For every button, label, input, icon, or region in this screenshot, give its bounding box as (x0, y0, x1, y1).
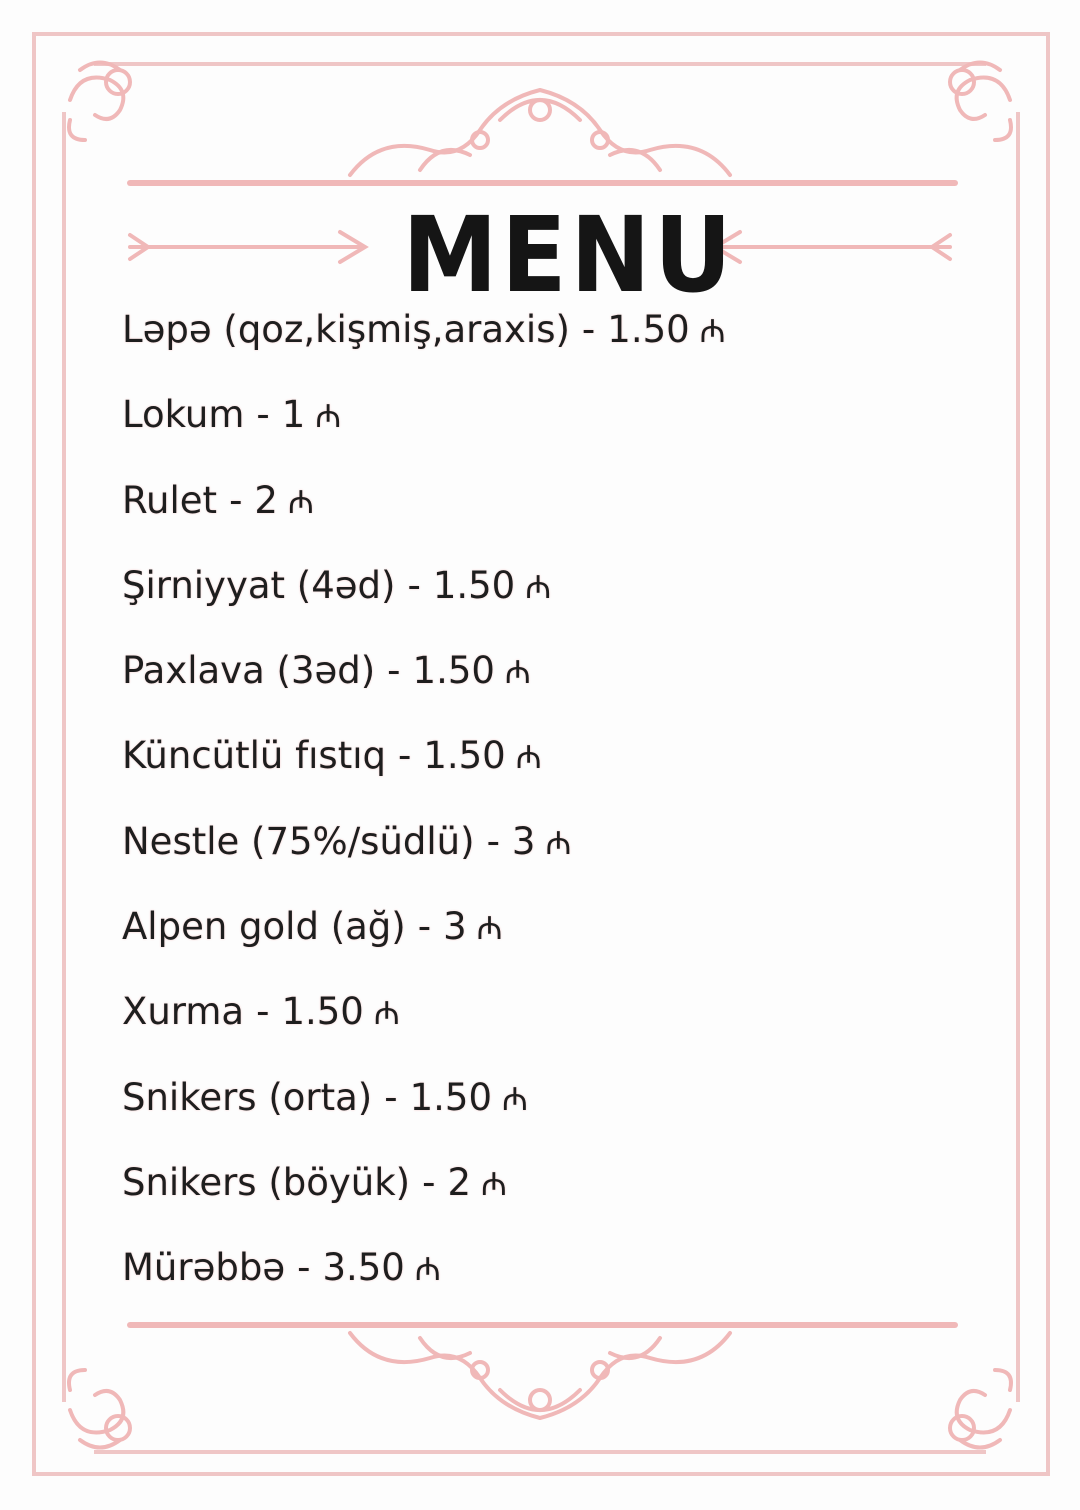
menu-item: Snikers (orta) - 1.50 ₼ (122, 1075, 528, 1119)
item-price: 1.50 (432, 563, 516, 607)
manat-icon: ₼ (525, 567, 552, 606)
right-arrow-ornament-icon (715, 232, 950, 262)
item-price: 3 (511, 819, 536, 863)
item-name: Snikers (böyük) (122, 1160, 411, 1204)
corner-ornament-bottom-right-icon (950, 1370, 1011, 1448)
corner-ornament-bottom-left-icon (69, 1370, 130, 1448)
item-name: Rulet (122, 478, 218, 522)
item-name: Lokum (122, 393, 245, 437)
menu-item: Snikers (böyük) - 2 ₼ (122, 1160, 507, 1204)
item-name: Mürəbbə (122, 1246, 286, 1290)
manat-icon: ₼ (476, 909, 503, 948)
item-name: Paxlava (3əd) (122, 649, 376, 693)
corner-ornament-top-left-icon (69, 63, 130, 141)
menu-item: Şirniyyat (4əd) - 1.50 ₼ (122, 563, 552, 607)
item-price: 3.50 (322, 1246, 405, 1290)
item-name: Küncütlü fıstıq (122, 734, 386, 778)
item-price: 2 (447, 1160, 472, 1204)
manat-icon: ₼ (504, 653, 531, 692)
bottom-scroll-ornament-icon (130, 1325, 955, 1418)
item-price: 1.50 (423, 734, 506, 778)
item-price: 1.50 (281, 990, 364, 1034)
manat-icon: ₼ (502, 1079, 528, 1118)
top-scroll-ornament-icon (130, 90, 955, 183)
left-arrow-ornament-icon (130, 232, 365, 262)
item-price: 1.50 (412, 649, 495, 693)
menu-item: Rulet - 2 ₼ (122, 478, 314, 522)
manat-icon: ₼ (373, 994, 400, 1033)
menu-item: Paxlava (3əd) - 1.50 ₼ (122, 649, 531, 693)
menu-list (122, 300, 942, 1324)
item-name: Nestle (75%/südlü) (122, 819, 475, 863)
menu-item: Ləpə (qoz,kişmiş,araxis) - 1.50 ₼ (122, 308, 726, 351)
menu-item: Küncütlü fıstıq - 1.50 ₼ (122, 734, 542, 778)
manat-icon: ₼ (315, 397, 342, 436)
manat-icon: ₼ (515, 738, 542, 777)
item-price: 2 (254, 478, 278, 522)
menu-item: Alpen gold (ağ) - 3 ₼ (122, 905, 503, 949)
item-price: 1.50 (409, 1075, 492, 1119)
item-name: Ləpə (qoz,kişmiş,araxis) (122, 308, 570, 351)
menu-title: MENU (402, 194, 736, 316)
manat-icon: ₼ (287, 482, 314, 521)
menu-item: Lokum - 1 ₼ (122, 393, 342, 437)
item-price: 3 (443, 905, 467, 949)
item-price: 1.50 (607, 308, 690, 351)
menu-item: Nestle (75%/südlü) - 3 ₼ (122, 819, 572, 863)
item-name: Xurma (122, 990, 245, 1034)
manat-icon: ₼ (545, 823, 572, 862)
item-name: Şirniyyat (4əd) (122, 563, 396, 607)
menu-item: Xurma - 1.50 ₼ (122, 990, 400, 1034)
item-name: Alpen gold (ağ) (122, 905, 406, 949)
manat-icon: ₼ (414, 1250, 441, 1289)
item-name: Snikers (orta) (122, 1075, 373, 1119)
menu-item: Mürəbbə - 3.50 ₼ (122, 1246, 441, 1290)
item-price: 1 (281, 393, 306, 437)
corner-ornament-top-right-icon (950, 63, 1011, 141)
manat-icon: ₼ (699, 312, 726, 350)
manat-icon: ₼ (481, 1164, 507, 1203)
